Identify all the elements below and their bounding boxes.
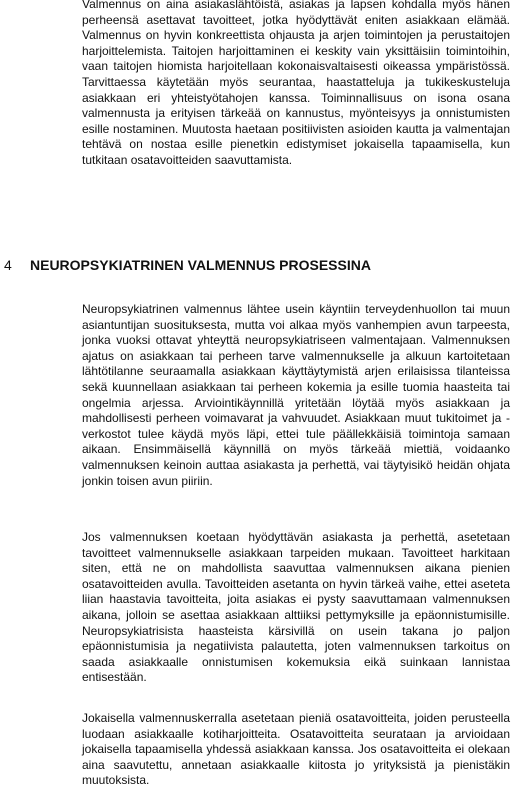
section-heading	[4, 256, 504, 274]
body-paragraph: Neuropsykiatrinen valmennus lähtee usein käyntiin terveydenhuollon tai muun asiantuntijan suosituksesta, mutta voi alkaa myös vanhempien avun tarpeesta, jonka vuoksi ottavat yhteyttä neuropsykiatriseen valmentajaan. Valmennuksen ajatus on asiakkaan tai perheen tarve valmennukselle ja alkuun kartoitetaan lähtötilanne seuraamalla asiakkaan käyttäytymistä arjen erilaisissa tilanteissa sekä kuunnellaan asiakkaan tai perheen kokemia ja esille tuomia haasteita tai ongelmia arjessa. Arviointikäynnillä yritetään löytää myös asiakkaan ja mahdollisesti perheen voimavarat ja vahvuudet. Asiakkaan muut tukitoimet ja -verkostot tulee käydä myös läpi, ettei tule päällekkäisiä toimintoja samaan aikaan. Ensimmäisellä käynnillä on myös tärkeää miettiä, voidaanko valmennuksen keinoin auttaa asiakasta ja perhettä, vai täytyisikö heidän ohjata jonkin toisen avun piiriin.	[82, 302, 510, 488]
section-title: NEUROPSYKIATRINEN VALMENNUS PROSESSINA	[30, 257, 371, 273]
intro-paragraph: Valmennus on aina asiakaslähtöistä, asiakas ja lapsen kohdalla myös hänen perheensä asettavat tavoitteet, jotka hyödyttävät eniten asiakkaan elämää. Valmennus on hyvin konkreettista ohjausta ja arjen toimintojen ja perustaitojen harjoittelemista. Taitojen harjoittaminen ei keskity vain yksittäisiin toimintoihin, vaan taitojen hiomista harjoitellaan kokonaisvaltaisesti oikeassa ympäristössä. Tarvittaessa käytetään myös seurantaa, haastatteluja ja tukikeskusteluja asiakkaan eri yhteistyötahojen kanssa. Toiminnallisuus on isona osana valmennusta ja erityisen tärkeää on kannustus, myönteisyys ja onnistumisten esille nostaminen. Muutosta haetaan positiivisten asioiden kautta ja valmentajan tehtävä on nostaa esille pienetkin edistymiset jokaisella tapaamisella, kun tutkitaan osatavoitteiden saavuttamista.	[82, 0, 510, 167]
section-number: 4	[4, 257, 12, 273]
body-paragraph: Jos valmennuksen koetaan hyödyttävän asiakasta ja perhettä, asetetaan tavoitteet valmennukselle asiakkaan tarpeiden mukaan. Tavoitteet harkitaan siten, että ne on mahdollista saavuttaa valmennuksen aikana pienien osatavoitteiden avulla. Tavoitteiden asetanta on hyvin tärkeä vaihe, ettei aseteta liian haastavia tavoitteita, joita asiakas ei pysty saavuttamaan valmennuksen aikana, jolloin se asettaa asiakkaan alttiiksi pettymyksille ja epäonnistumisille. Neuropsykiatrisista haasteista kärsivillä on usein takana jo paljon epäonnistumisia ja negatiivista palautetta, joten valmennuksen tarkoitus on saada asiakkaalle onnistumisen kokemuksia eikä suinkaan lannistaa entisestään.	[82, 530, 510, 685]
body-paragraph: Jokaisella valmennuskerralla asetetaan pieniä osatavoitteita, joiden perusteella luodaan asiakkaalle kotiharjoitteita. Osatavoitteita seurataan ja arvioidaan jokaisella tapaamisella yhdessä asiakkaan kanssa. Jos osatavoitteita ei olekaan aina saavutettu, annetaan asiakkaalle kiitosta jo yrityksistä ja pienistäkin muutoksista.	[82, 711, 510, 788]
